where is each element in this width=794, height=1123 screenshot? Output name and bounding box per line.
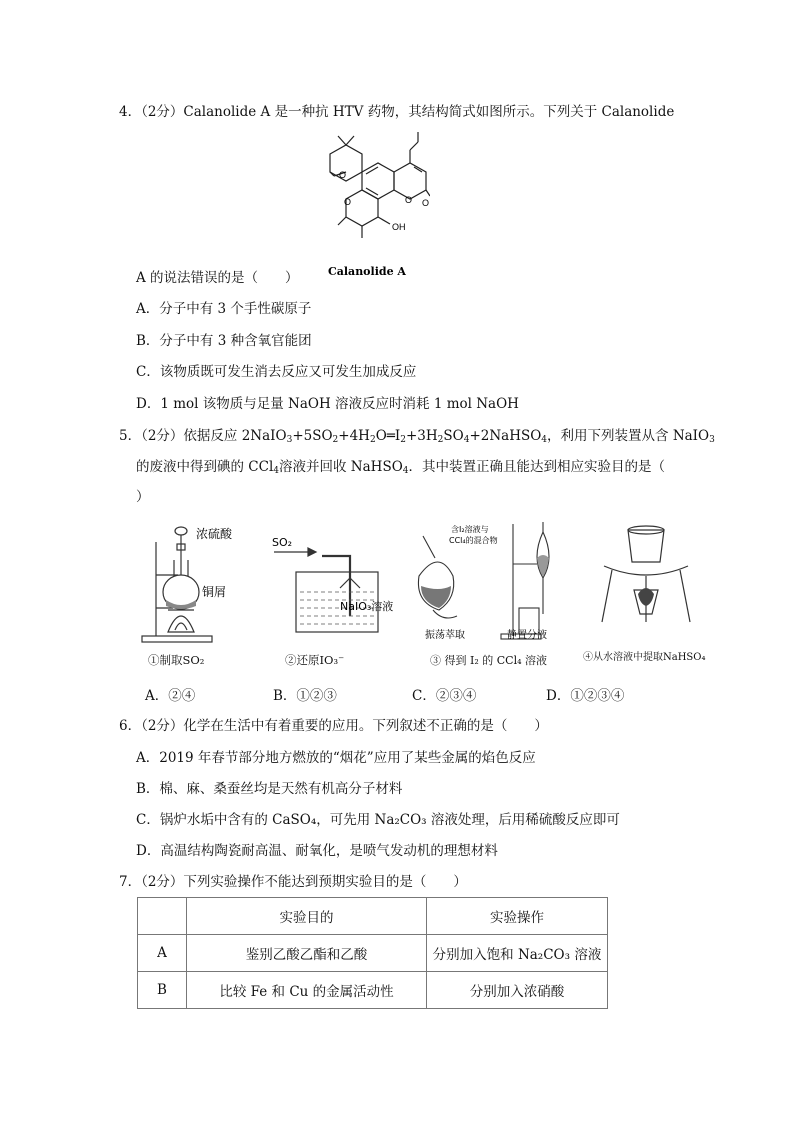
q6-option-c: C．锅炉水垢中含有的 CaSO₄，可先用 Na₂CO₃ 溶液处理，后用稀硫酸反应即可: [136, 812, 620, 828]
q4-option-c: C．该物质既可发生消去反应又可发生加成反应: [136, 364, 417, 380]
q6-option-a: A．2019 年春节部分地方燃放的“烟花”应用了某些金属的焰色反应: [136, 750, 536, 766]
q4-option-b: B．分子中有 3 种含氧官能团: [136, 333, 312, 349]
q5-option-b: B．①②③: [273, 688, 337, 704]
apparatus-1-so2-generator: [138, 520, 253, 650]
fig2-solution-label: NaIO₃溶液: [340, 600, 394, 613]
table-header-cell: 实验操作: [427, 898, 608, 935]
fig3-caption: ③ 得到 I₂ 的 CCl₄ 溶液: [430, 654, 547, 667]
fig2-caption: ②还原IO₃⁻: [285, 653, 345, 667]
q5-option-a: A．②④: [145, 688, 196, 704]
ring-oxygen-label: O: [344, 197, 352, 207]
table-header-cell: 实验目的: [187, 898, 427, 935]
q5-stem-line2: 的废液中得到碘的 CCl$_4$溶液并回收 NaHSO$_4$．其中装置正确且能达到相应实验目的是（: [136, 459, 665, 476]
calanolide-structure: [310, 132, 430, 282]
table-cell: B: [138, 972, 187, 1009]
fig3-note-line1: 含I₂溶液与: [451, 525, 489, 534]
q6-option-d: D．高温结构陶瓷耐高温、耐氧化，是喷气发动机的理想材料: [136, 843, 498, 859]
q5-option-d: D．①②③④: [546, 688, 625, 704]
q6-stem: 6．（2分）化学在生活中有着重要的应用。下列叙述不正确的是（ ）: [119, 718, 548, 734]
fig3-note-line2: CCl₄的混合物: [449, 536, 498, 545]
q5-stem-line1: 5．（2分）依据反应 $2NaIO_3+5SO_2+4H_2O═I_2+3H_2SO_4+2NaHSO_4$，利用下列装置从含 NaIO$_3$: [119, 428, 715, 445]
structure-caption: Calanolide A: [328, 265, 406, 278]
fig3-stand-label: 静置分液: [507, 630, 547, 641]
table-row: [138, 935, 608, 972]
apparatus-2-reduction: [270, 528, 410, 648]
q6-option-b: B．棉、麻、桑蚕丝均是天然有机高分子材料: [136, 781, 403, 797]
q4-option-a: A．分子中有 3 个手性碳原子: [136, 301, 312, 317]
ring-oxygen-label: O: [339, 170, 347, 180]
q7-table: [137, 897, 608, 1009]
fig3-shake-label: 振荡萃取: [425, 630, 465, 641]
table-cell: 鉴别乙酸乙酯和乙酸: [187, 935, 427, 972]
table-cell: 比较 Fe 和 Cu 的金属活动性: [187, 972, 427, 1009]
q4-stem-continued: A 的说法错误的是（ ）: [136, 270, 299, 286]
fig4-caption: ④从水溶液中提取NaHSO₄: [583, 652, 706, 663]
table-header-row: [138, 898, 608, 935]
table-cell: A: [138, 935, 187, 972]
q5-option-c: C．②③④: [412, 688, 477, 704]
table-row: [138, 972, 608, 1009]
hydroxyl-label: OH: [392, 222, 406, 232]
table-cell: 分别加入浓硝酸: [427, 972, 608, 1009]
q4-option-d: D．1 mol 该物质与足量 NaOH 溶液反应时消耗 1 mol NaOH: [136, 396, 519, 412]
fig1-acid-label: 浓硫酸: [196, 527, 233, 541]
ring-oxygen-label: O: [405, 195, 413, 205]
table-header-cell: [138, 898, 187, 935]
fig1-copper-label: 铜屑: [202, 585, 227, 599]
carbonyl-oxygen-label: O: [422, 198, 430, 208]
table-cell: 分别加入饱和 Na₂CO₃ 溶液: [427, 935, 608, 972]
q4-stem: 4．（2分）Calanolide A 是一种抗 HTV 药物，其结构简式如图所示。下列关于 Calanolide: [119, 104, 675, 120]
fig1-caption: ①制取SO₂: [148, 653, 205, 667]
apparatus-3-extraction: [405, 518, 585, 643]
apparatus-4-evaporation: [598, 522, 698, 632]
fig2-gas-label: SO₂: [272, 536, 293, 549]
q5-stem-line3: ）: [136, 489, 150, 505]
q7-stem: 7．（2分）下列实验操作不能达到预期实验目的是（ ）: [119, 874, 467, 890]
